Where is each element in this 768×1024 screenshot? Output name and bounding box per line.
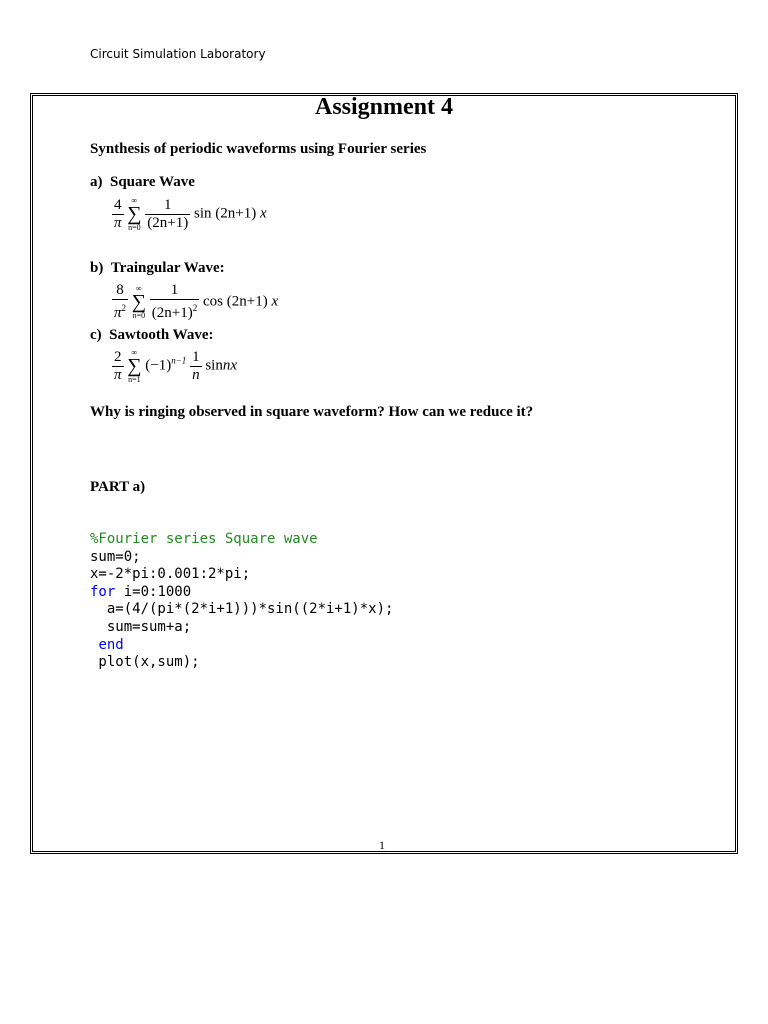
matlab-code-block	[90, 531, 393, 672]
item-triangular-wave	[90, 260, 225, 277]
item-sawtooth-wave	[90, 327, 213, 344]
page-header: Circuit Simulation Laboratory	[90, 47, 266, 61]
item-marker: a)	[90, 174, 103, 190]
page-title: Assignment 4	[314, 94, 453, 120]
coefficient-fraction: $\frac{4}{\pi}$	[114, 196, 122, 231]
term-fraction: $\frac{1}{(2n+1)}$	[147, 196, 189, 231]
code-comment: %Fourier series Square wave	[90, 531, 318, 547]
code-line: sum=sum+a;	[90, 618, 192, 635]
code-line: a=(4/(pi*(2*i+1)))*sin((2*i+1)*x);	[90, 601, 394, 618]
item-square-wave	[90, 174, 195, 191]
item-label: Square Wave	[110, 174, 195, 190]
part-label: PART a)	[90, 479, 146, 495]
sawtooth-wave-formula: $\frac{2}{\pi}$ ∞ ∑ n=1 $(-1)^{n-1}$ $\frac{1}{n}$ sinnx	[114, 348, 237, 384]
item-marker: c)	[90, 327, 102, 343]
summation: ∞ ∑ n=0	[131, 284, 147, 320]
item-label: Sawtooth Wave:	[109, 327, 214, 343]
code-line: x=-2*pi:0.001:2*pi;	[90, 566, 251, 583]
item-marker: b)	[90, 260, 104, 276]
code-keyword-for: for	[90, 583, 116, 600]
code-keyword-end: end	[98, 636, 124, 653]
summation: ∞ ∑ n=0	[127, 196, 142, 232]
summation: ∞ ∑ n=1	[127, 348, 142, 384]
triangular-wave-formula: $\frac{8}{\pi^2}$ ∞ ∑ n=0 $\frac{1}{(2n+1)^2}$ cos (2n+1) x	[114, 282, 279, 321]
term-fraction: $\frac{1}{n}$	[192, 348, 200, 383]
code-line: plot(x,sum);	[90, 654, 200, 671]
coefficient-fraction: $\frac{2}{\pi}$	[114, 348, 122, 383]
question-text: Why is ringing observed in square waveform? How can we reduce it?	[90, 404, 534, 420]
code-line: i=0:1000	[115, 583, 192, 600]
term-fraction: $\frac{1}{(2n+1)^2}$	[151, 282, 198, 321]
subtitle: Synthesis of periodic waveforms using Fourier series	[90, 141, 427, 157]
coefficient-fraction: $\frac{8}{\pi^2}$	[114, 282, 127, 321]
code-line: sum=0;	[90, 548, 141, 565]
square-wave-formula: $\frac{4}{\pi}$ ∞ ∑ n=0 $\frac{1}{(2n+1)}$ sin (2n+1) x	[114, 196, 267, 232]
page-number: 1	[379, 838, 385, 852]
item-label: Traingular Wave:	[110, 260, 225, 276]
